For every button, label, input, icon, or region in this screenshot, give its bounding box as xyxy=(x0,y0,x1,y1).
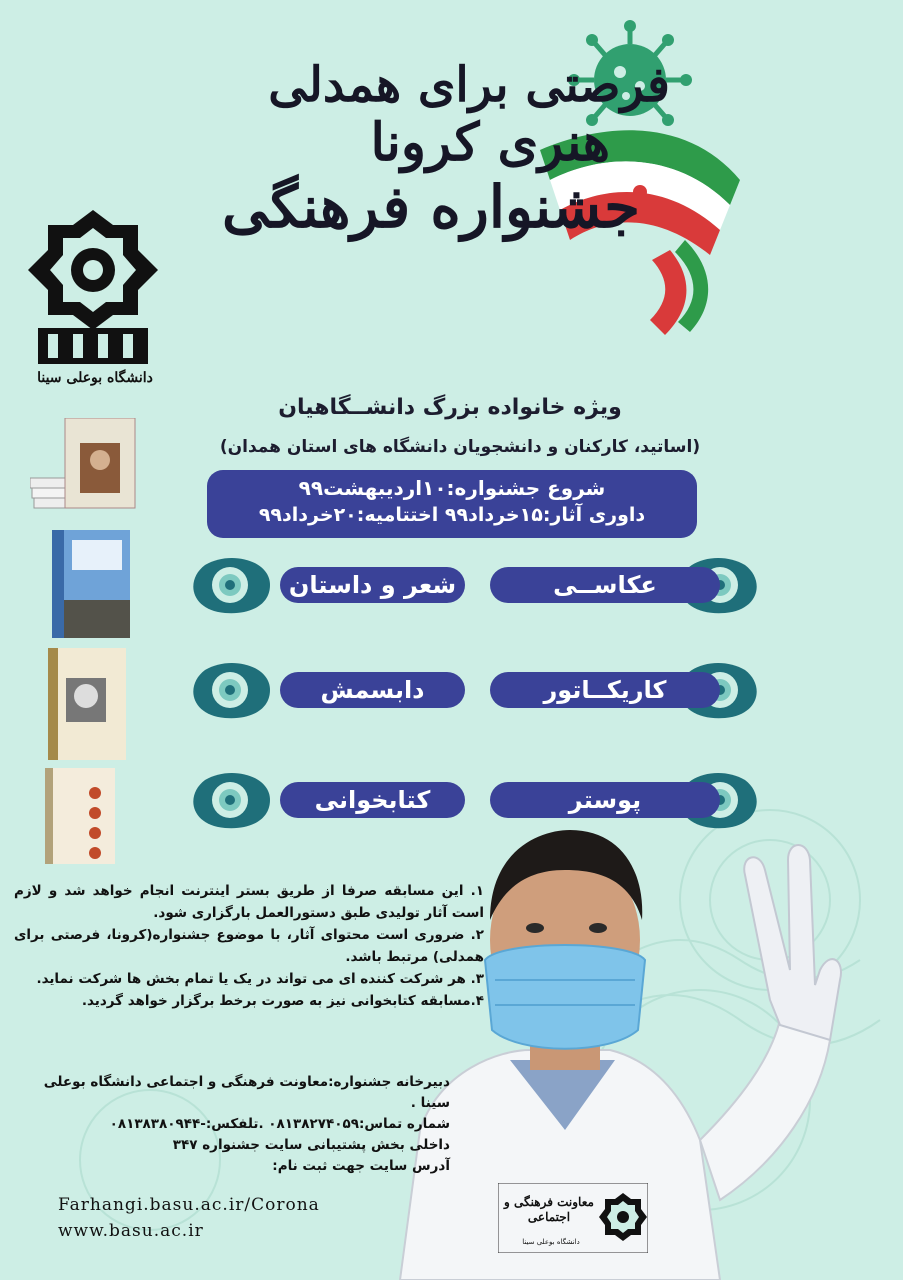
subtitle-participants: (اساتید، کارکنان و دانشجویان دانشگاه های استان همدان) xyxy=(219,437,701,457)
category-caricature[interactable] xyxy=(480,660,768,714)
rules-list xyxy=(14,880,484,1012)
bottom-logo-sub: دانشگاه بوعلی سینا xyxy=(522,1238,580,1246)
judging-date: داوری آثار:۱۵خرداد۹۹ اختتامیه:۲۰خرداد۹۹ xyxy=(258,504,646,526)
main-url[interactable]: www.basu.ac.ir xyxy=(58,1221,204,1241)
site-label: آدرس سایت جهت ثبت نام: xyxy=(272,1158,450,1174)
rule-item: ۴.مسابقه کتابخوانی نیز به صورت برخط برگزار خواهد گردید. xyxy=(81,993,484,1009)
support-extension: داخلی بخش پشتیبانی سایت جشنواره ۳۴۷ xyxy=(172,1137,450,1153)
title-line-2: هنری کرونا xyxy=(370,112,610,174)
paisley-icon xyxy=(185,770,280,830)
paisley-icon xyxy=(185,555,280,615)
poetry-label: شعر و داستان xyxy=(280,567,465,603)
title-line-1: فرصتی برای همدلی xyxy=(268,57,670,113)
poster-label: پوستر xyxy=(490,782,720,818)
register-url[interactable]: Farhangi.basu.ac.ir/Corona xyxy=(58,1195,320,1215)
reading-label: کتابخوانی xyxy=(280,782,465,818)
dubsmash-label: دابسمش xyxy=(280,672,465,708)
university-logo xyxy=(28,210,158,370)
book-cover-4 xyxy=(45,768,117,864)
category-poetry[interactable] xyxy=(185,555,473,609)
contact-info xyxy=(30,1072,450,1177)
title-line-3: جشنواره فرهنگی xyxy=(222,172,640,241)
festival-title xyxy=(210,57,680,360)
subtitle: ویژه خانواده بزرگ دانشــگاهیان xyxy=(278,395,622,420)
urls xyxy=(58,1192,358,1244)
logo-caption: دانشگاه بوعلی سینا xyxy=(37,370,153,386)
start-date: شروع جشنواره:۱۰اردیبهشت۹۹ xyxy=(298,476,606,500)
secretariat: دبیرخانه جشنواره:معاونت فرهنگی و اجتماعی دانشگاه بوعلی سینا . xyxy=(43,1074,450,1111)
rule-item: ۳. هر شرکت کننده ای می تواند در یک یا تمام بخش ها شرکت نماید. xyxy=(36,971,484,987)
bottom-logo-title: معاونت فرهنگی و اجتماعی xyxy=(504,1195,594,1224)
book-cover-2 xyxy=(52,530,132,638)
book-cover-1 xyxy=(30,418,140,513)
rule-item: ۱. این مسابقه صرفا از طریق بستر اینترنت انجام خواهد شد و لازم است آثار تولیدی طبق دستورالعمل بارگزاری شود. xyxy=(14,883,484,921)
dates-box xyxy=(207,470,697,538)
phone-numbers: شماره تماس:۰۸۱۳۸۲۷۴۰۵۹ .تلفکس:-۰۸۱۳۸۳۸۰۹۴۴ xyxy=(109,1116,450,1132)
category-photography[interactable] xyxy=(480,555,768,609)
book-cover-3 xyxy=(48,648,128,760)
rule-item: ۲. ضروری است محتوای آثار، با موضوع جشنواره(کرونا، فرصتی برای همدلی) مرتبط باشد. xyxy=(14,927,484,965)
category-dubsmash[interactable] xyxy=(185,660,473,714)
paisley-icon xyxy=(185,660,280,720)
caricature-label: کاریکــاتور xyxy=(490,672,720,708)
photography-label: عکاســی xyxy=(490,567,720,603)
